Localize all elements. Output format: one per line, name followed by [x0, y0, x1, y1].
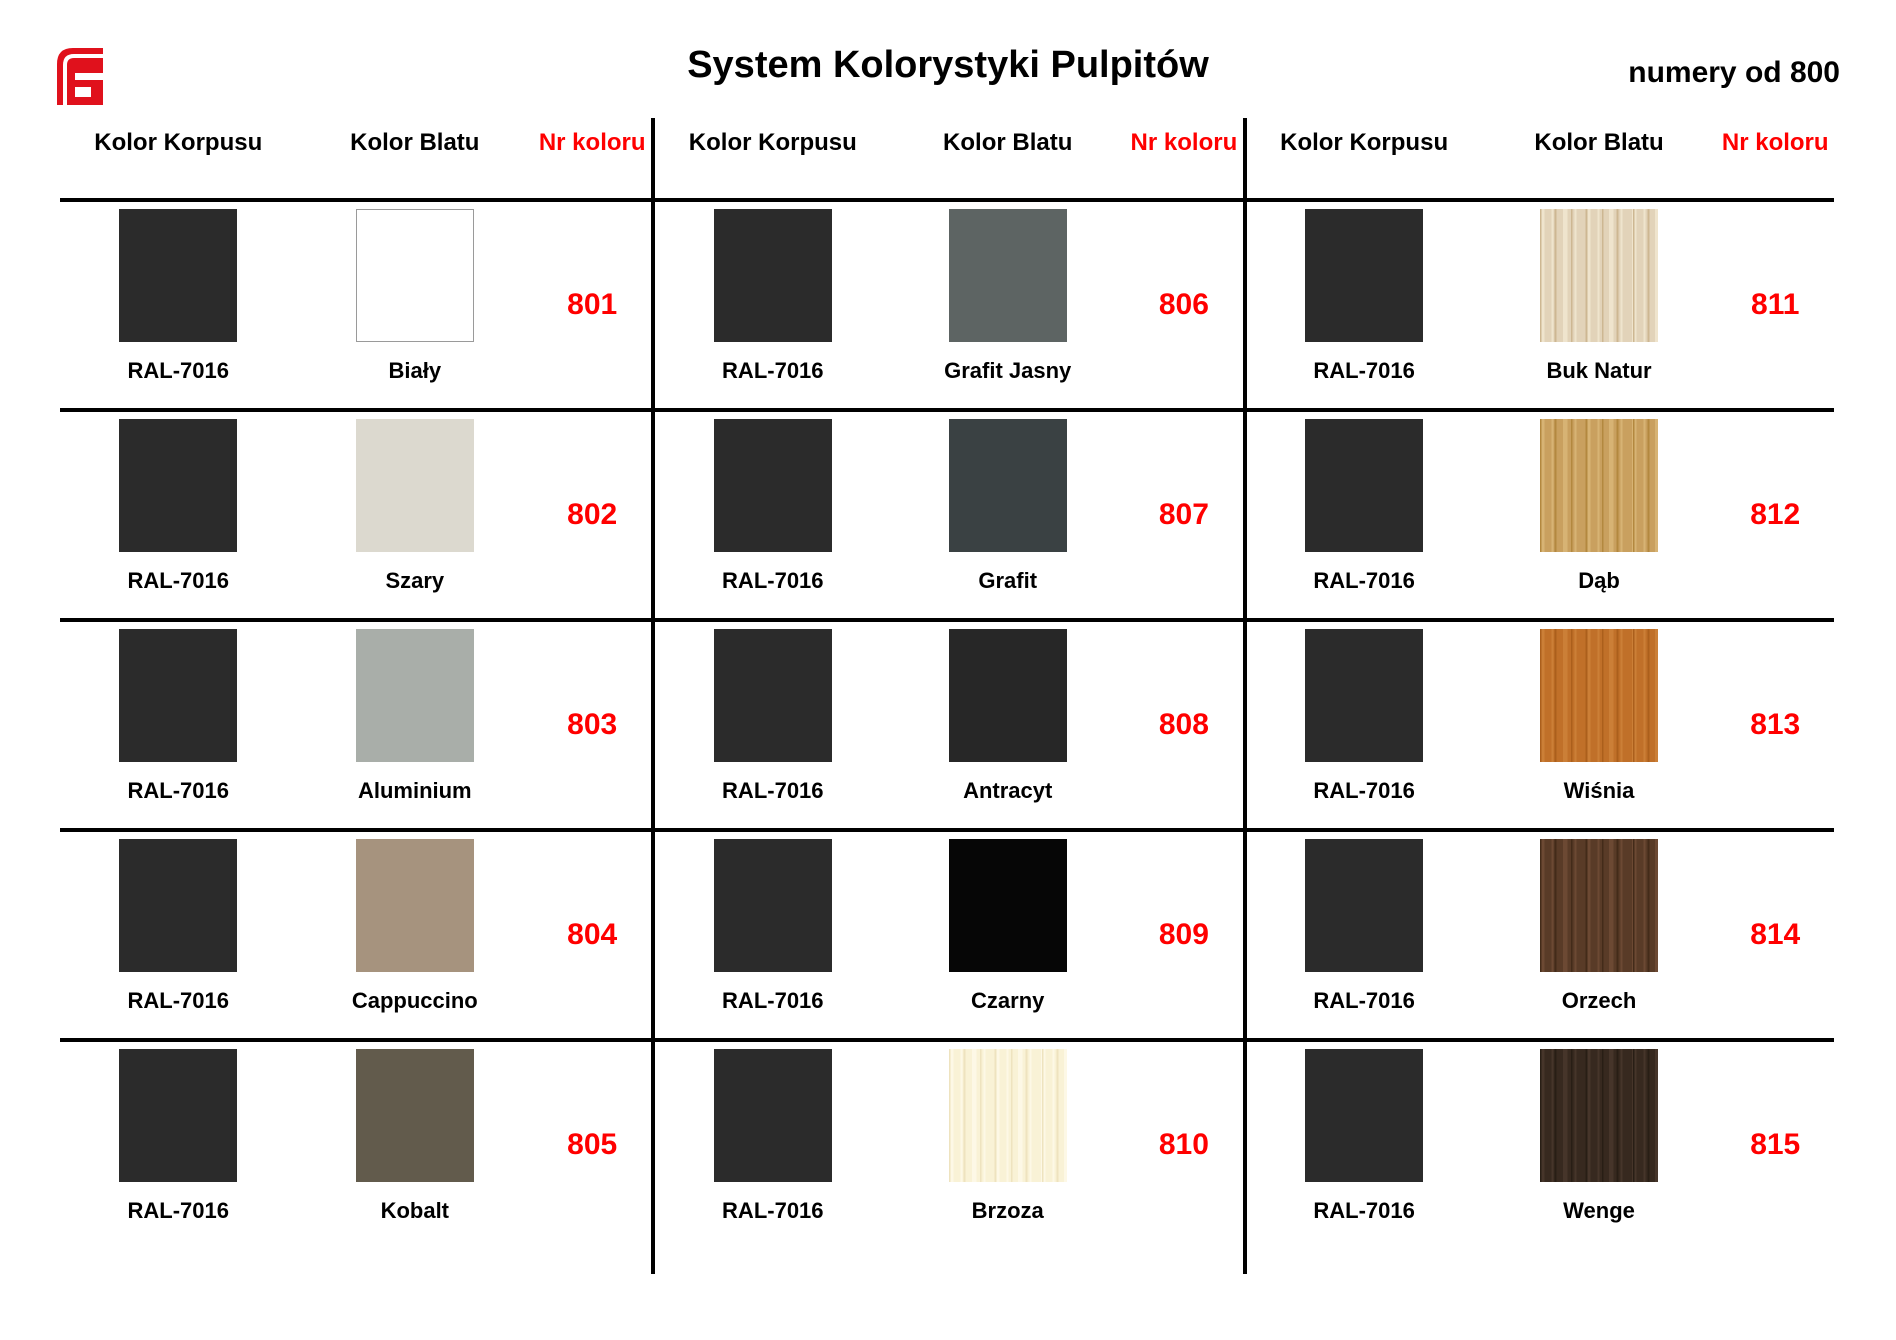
- number-cell: [1125, 1042, 1242, 1248]
- korpus-cell: [655, 832, 890, 1038]
- color-group-2: [651, 118, 1242, 1274]
- korpus-label: RAL-7016: [722, 1198, 824, 1223]
- table-row-811: [1247, 198, 1834, 408]
- korpus-cell: [60, 622, 297, 828]
- blat-cell: [1482, 1042, 1717, 1248]
- number-cell: [533, 1042, 651, 1248]
- color-number: 808: [1158, 708, 1209, 741]
- group-header: [655, 118, 1242, 198]
- blat-cell: [1482, 202, 1717, 408]
- blat-label: Biały: [388, 358, 442, 383]
- korpus-cell: [1247, 412, 1482, 618]
- number-cell: [1125, 202, 1242, 408]
- header-kolor-blatu: Kolor Blatu: [350, 129, 480, 156]
- number-cell: [533, 832, 651, 1038]
- number-cell: [1125, 622, 1242, 828]
- number-cell: [1717, 832, 1834, 1038]
- blat-label: Szary: [385, 568, 445, 593]
- blat-label: Kobalt: [380, 1198, 450, 1223]
- table-row-813: [1247, 618, 1834, 828]
- color-group-1: [60, 118, 651, 1274]
- number-cell: [1717, 412, 1834, 618]
- korpus-color-swatch: [119, 839, 237, 972]
- number-cell: [533, 412, 651, 618]
- blat-label: Dąb: [1578, 568, 1620, 593]
- number-cell: [1717, 202, 1834, 408]
- number-cell: [533, 622, 651, 828]
- korpus-color-swatch: [119, 419, 237, 552]
- blat-cell: [890, 412, 1125, 618]
- korpus-color-swatch: [714, 629, 832, 762]
- korpus-label: RAL-7016: [1313, 568, 1415, 593]
- korpus-color-swatch: [1305, 629, 1423, 762]
- korpus-label: RAL-7016: [127, 358, 229, 383]
- header-nr-koloru: Nr koloru: [1721, 129, 1829, 156]
- korpus-cell: [60, 1042, 297, 1248]
- blat-cell: [297, 622, 534, 828]
- blat-cell: [1482, 622, 1717, 828]
- color-number: 809: [1158, 918, 1209, 951]
- korpus-label: RAL-7016: [722, 778, 824, 803]
- number-range-note: numery od 800: [1628, 56, 1840, 89]
- blat-cell: [297, 1042, 534, 1248]
- blat-color-swatch: [356, 209, 474, 342]
- color-number: 806: [1158, 288, 1209, 321]
- korpus-label: RAL-7016: [1313, 778, 1415, 803]
- number-cell: [1125, 412, 1242, 618]
- header-kolor-korpusu: Kolor Korpusu: [688, 129, 857, 156]
- color-system-table: [60, 118, 1834, 1274]
- color-number: 812: [1750, 498, 1801, 531]
- table-row-801: [60, 198, 651, 408]
- korpus-label: RAL-7016: [1313, 1198, 1415, 1223]
- blat-label: Grafit Jasny: [944, 358, 1072, 383]
- blat-cell: [890, 1042, 1125, 1248]
- korpus-color-swatch: [1305, 839, 1423, 972]
- blat-label: Aluminium: [357, 778, 472, 803]
- korpus-color-swatch: [119, 209, 237, 342]
- korpus-label: RAL-7016: [127, 568, 229, 593]
- table-row-803: [60, 618, 651, 828]
- korpus-color-swatch: [1305, 1049, 1423, 1182]
- header-kolor-korpusu: Kolor Korpusu: [1280, 129, 1449, 156]
- blat-color-swatch: [356, 839, 474, 972]
- number-cell: [1717, 1042, 1834, 1248]
- korpus-color-swatch: [119, 629, 237, 762]
- korpus-cell: [655, 622, 890, 828]
- korpus-color-swatch: [1305, 419, 1423, 552]
- table-row-807: [655, 408, 1242, 618]
- blat-color-swatch: [949, 839, 1067, 972]
- blat-cell: [297, 412, 534, 618]
- blat-cell: [297, 832, 534, 1038]
- blat-label: Orzech: [1561, 988, 1637, 1013]
- blat-color-swatch: [949, 1049, 1067, 1182]
- table-row-809: [655, 828, 1242, 1038]
- blat-color-swatch: [949, 629, 1067, 762]
- number-cell: [1717, 622, 1834, 828]
- header-kolor-blatu: Kolor Blatu: [943, 129, 1073, 156]
- blat-color-swatch: [949, 209, 1067, 342]
- color-number: 802: [567, 498, 618, 531]
- korpus-label: RAL-7016: [127, 1198, 229, 1223]
- korpus-label: RAL-7016: [722, 568, 824, 593]
- korpus-color-swatch: [714, 1049, 832, 1182]
- korpus-label: RAL-7016: [127, 988, 229, 1013]
- header-kolor-blatu: Kolor Blatu: [1534, 129, 1664, 156]
- korpus-cell: [1247, 622, 1482, 828]
- color-number: 811: [1751, 288, 1800, 321]
- blat-label: Czarny: [971, 988, 1045, 1013]
- color-group-3: [1243, 118, 1834, 1274]
- blat-label: Brzoza: [971, 1198, 1044, 1223]
- korpus-color-swatch: [1305, 209, 1423, 342]
- korpus-cell: [1247, 202, 1482, 408]
- korpus-color-swatch: [714, 839, 832, 972]
- number-cell: [1125, 832, 1242, 1038]
- blat-color-swatch: [1540, 839, 1658, 972]
- blat-label: Buk Natur: [1546, 358, 1652, 383]
- table-row-814: [1247, 828, 1834, 1038]
- blat-label: Wenge: [1563, 1198, 1635, 1223]
- header-nr-koloru: Nr koloru: [538, 129, 646, 156]
- table-row-810: [655, 1038, 1242, 1248]
- blat-color-swatch: [1540, 209, 1658, 342]
- korpus-color-swatch: [714, 209, 832, 342]
- color-number: 814: [1750, 918, 1801, 951]
- header-kolor-korpusu: Kolor Korpusu: [94, 129, 263, 156]
- blat-cell: [890, 832, 1125, 1038]
- korpus-color-swatch: [714, 419, 832, 552]
- blat-label: Cappuccino: [351, 988, 478, 1013]
- table-row-815: [1247, 1038, 1834, 1248]
- table-row-805: [60, 1038, 651, 1248]
- table-row-806: [655, 198, 1242, 408]
- color-number: 810: [1158, 1128, 1209, 1161]
- korpus-cell: [60, 832, 297, 1038]
- table-row-812: [1247, 408, 1834, 618]
- page-title: System Kolorystyki Pulpitów: [687, 44, 1209, 86]
- blat-label: Antracyt: [963, 778, 1053, 803]
- blat-color-swatch: [356, 1049, 474, 1182]
- group-header: [1247, 118, 1834, 198]
- group-header: [60, 118, 651, 198]
- korpus-cell: [655, 412, 890, 618]
- korpus-label: RAL-7016: [722, 988, 824, 1013]
- blat-label: Wiśnia: [1563, 778, 1635, 803]
- korpus-cell: [60, 202, 297, 408]
- color-number: 805: [567, 1128, 618, 1161]
- blat-label: Grafit: [978, 568, 1038, 593]
- color-number: 813: [1750, 708, 1801, 741]
- korpus-color-swatch: [119, 1049, 237, 1182]
- blat-color-swatch: [1540, 419, 1658, 552]
- blat-color-swatch: [1540, 1049, 1658, 1182]
- blat-color-swatch: [356, 629, 474, 762]
- korpus-label: RAL-7016: [1313, 358, 1415, 383]
- blat-color-swatch: [949, 419, 1067, 552]
- table-row-804: [60, 828, 651, 1038]
- korpus-cell: [655, 1042, 890, 1248]
- number-cell: [533, 202, 651, 408]
- korpus-label: RAL-7016: [722, 358, 824, 383]
- korpus-cell: [1247, 1042, 1482, 1248]
- korpus-cell: [60, 412, 297, 618]
- blat-color-swatch: [1540, 629, 1658, 762]
- korpus-label: RAL-7016: [1313, 988, 1415, 1013]
- korpus-label: RAL-7016: [127, 778, 229, 803]
- color-number: 803: [567, 708, 618, 741]
- blat-color-swatch: [356, 419, 474, 552]
- blat-cell: [1482, 412, 1717, 618]
- table-row-808: [655, 618, 1242, 828]
- blat-cell: [890, 202, 1125, 408]
- color-number: 815: [1750, 1128, 1801, 1161]
- blat-cell: [1482, 832, 1717, 1038]
- header-nr-koloru: Nr koloru: [1130, 129, 1238, 156]
- korpus-cell: [655, 202, 890, 408]
- table-row-802: [60, 408, 651, 618]
- color-number: 801: [567, 288, 618, 321]
- blat-cell: [890, 622, 1125, 828]
- color-number: 804: [567, 918, 618, 951]
- blat-cell: [297, 202, 534, 408]
- korpus-cell: [1247, 832, 1482, 1038]
- color-number: 807: [1158, 498, 1209, 531]
